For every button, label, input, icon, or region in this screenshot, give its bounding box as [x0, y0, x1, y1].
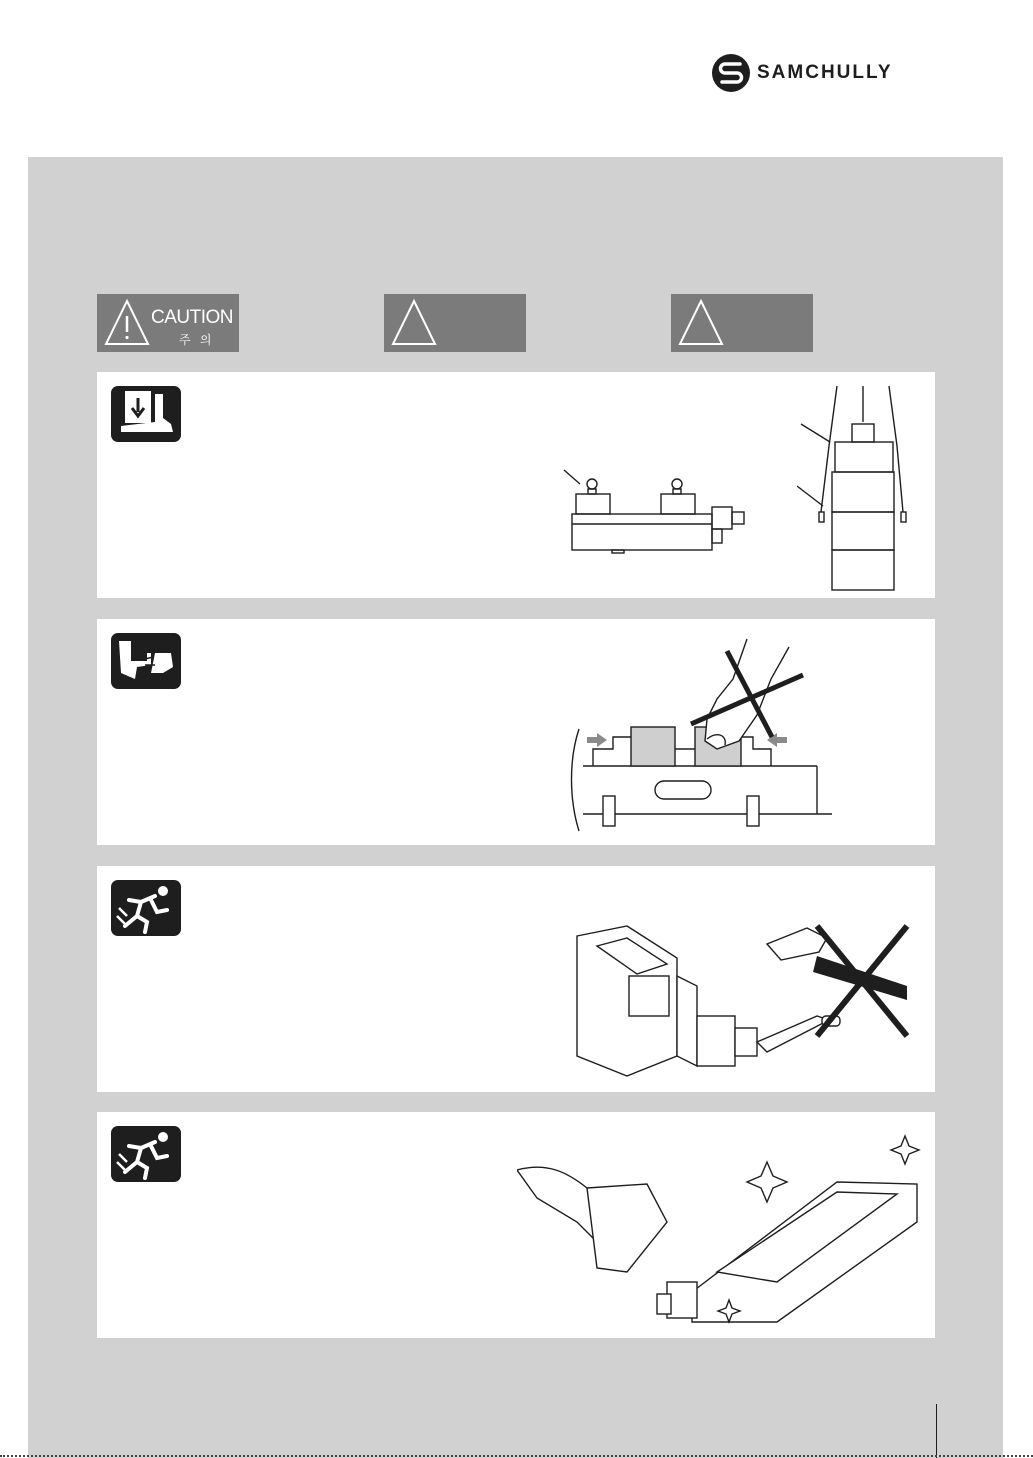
- caution-sub-label: 주 의: [179, 333, 215, 347]
- warning-triangle-icon: [103, 298, 151, 348]
- samchully-logo-icon: [711, 53, 751, 93]
- caution-panel-pinch: [97, 619, 935, 845]
- heavy-object-on-foot-icon: [111, 386, 181, 442]
- caution-panel-lifting: [97, 372, 935, 598]
- page-margin-rule: [936, 1404, 937, 1458]
- hand-pinch-icon: [111, 633, 181, 689]
- brand-name: SAMCHULLY: [757, 62, 893, 83]
- caution-label: CAUTION: [151, 307, 233, 328]
- vise-hoisting-illustration: [797, 382, 907, 592]
- hammer-prohibited-illustration: [567, 916, 927, 1086]
- blank-badge: [671, 294, 813, 352]
- person-impact-icon: [111, 1126, 181, 1182]
- bottom-cut-line: [0, 1455, 1033, 1457]
- hand-pinch-prohibited-illustration: [567, 619, 867, 839]
- vise-lifting-eyebolt-illustration: [552, 452, 772, 562]
- cleaning-vise-illustration: [517, 1122, 927, 1332]
- caution-panel-hammer: [97, 866, 935, 1092]
- triangle-icon: [677, 298, 725, 348]
- person-impact-icon: [111, 880, 181, 936]
- brand-logo: [711, 53, 893, 93]
- blank-badge: [384, 294, 526, 352]
- triangle-icon: [390, 298, 438, 348]
- caution-panel-cleaning: [97, 1112, 935, 1338]
- caution-badge: [97, 294, 239, 352]
